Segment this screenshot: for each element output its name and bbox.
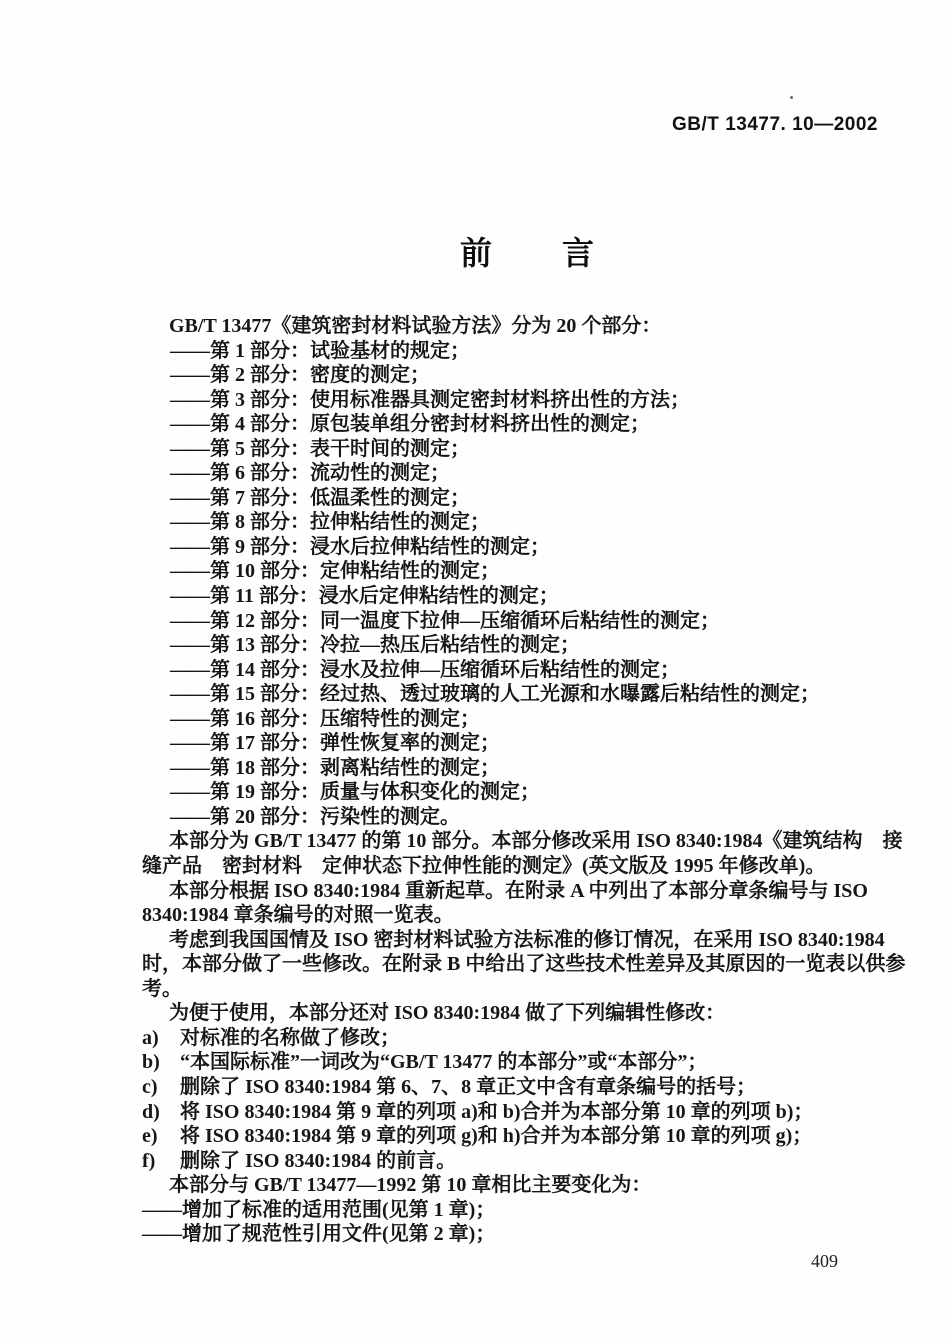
part-item: ——第 10 部分：定伸粘结性的测定； [170,560,500,583]
editorial-change-text: 删除了 ISO 8340:1984 的前言。 [180,1149,457,1172]
editorial-change-text: 对标准的名称做了修改； [180,1026,400,1049]
editorial-change-label: f) [142,1149,156,1172]
foreword-body [142,314,914,1247]
part-item: ——第 7 部分：低温柔性的测定； [170,486,470,509]
part-item: ——第 13 部分：冷拉—热压后粘结性的测定； [170,634,580,657]
paragraph-adoption: 本部分为 GB/T 13477 的第 10 部分。本部分修改采用 ISO 8340:1984《建筑结构 接缝产品 密封材料 定伸状态下拉伸性能的测定》(英文版及 1995 年修改单)。 [142,830,903,878]
part-item: ——第 11 部分：浸水后定伸粘结性的测定； [170,585,559,608]
editorial-change-text: 将 ISO 8340:1984 第 9 章的列项 a)和 b)合并为本部分第 10 章的列项 b)； [180,1100,814,1123]
editorial-change-label: a) [142,1026,159,1049]
editorial-change-item [142,1075,914,1100]
editorial-change-label: e) [142,1125,158,1148]
editorial-change-text: 删除了 ISO 8340:1984 第 6、7、8 章正文中含有章条编号的括号； [180,1075,757,1098]
editorial-change-text: 将 ISO 8340:1984 第 9 章的列项 g)和 h)合并为本部分第 10 章的列项 g)； [180,1125,813,1148]
editorial-change-label: d) [142,1100,160,1123]
part-item: ——第 18 部分：剥离粘结性的测定； [170,756,500,779]
part-item: ——第 12 部分：同一温度下拉伸—压缩循环后粘结性的测定； [170,609,720,632]
part-item: ——第 1 部分：试验基材的规定； [170,339,470,362]
part-item: ——第 4 部分：原包装单组分密封材料挤出性的测定； [170,413,650,436]
parts-intro: GB/T 13477《建筑密封材料试验方法》分为 20 个部分： [169,315,662,337]
part-item: ——第 8 部分：拉伸粘结性的测定； [170,511,490,534]
editorial-changes-list [142,1026,914,1173]
part-item: ——第 17 部分：弹性恢复率的测定； [170,732,500,755]
paragraph-redraft: 本部分根据 ISO 8340:1984 重新起草。在附录 A 中列出了本部分章条编号与 ISO 8340:1984 章条编号的对照一览表。 [142,879,868,927]
scan-artifact-dot [790,96,793,99]
editorial-change-label: b) [142,1051,160,1074]
part-item: ——第 16 部分：压缩特性的测定； [170,707,480,730]
page-title: 前 言 [459,235,596,271]
part-item: ——第 20 部分：污染性的测定。 [170,805,460,828]
part-item: ——第 6 部分：流动性的测定； [170,462,450,485]
paragraph-editorial-intro: 为便于使用，本部分还对 ISO 8340:1984 做了下列编辑性修改： [169,1002,726,1025]
paragraph-national-modifications: 考虑到我国国情及 ISO 密封材料试验方法标准的修订情况，在采用 ISO 8340:1984 时，本部分做了一些修改。在附录 B 中给出了这些技术性差异及其原因的一览表以供参考。 [142,928,906,1000]
changes-list [142,1198,914,1247]
editorial-change-item [142,1149,914,1174]
changes-intro: 本部分与 GB/T 13477—1992 第 10 章相比主要变化为： [169,1174,652,1197]
part-item: ——第 3 部分：使用标准器具测定密封材料挤出性的方法； [170,388,690,411]
part-item: ——第 2 部分：密度的测定； [170,364,430,387]
editorial-change-label: c) [142,1075,158,1098]
part-item: ——第 9 部分：浸水后拉伸粘结性的测定； [170,535,550,558]
editorial-change-item [142,1100,914,1125]
editorial-change-text: “本国际标准”一词改为“GB/T 13477 的本部分”或“本部分”； [180,1051,708,1074]
editorial-change-item [142,1124,914,1149]
page-number: 409 [811,1251,838,1271]
change-item: ——增加了标准的适用范围(见第 1 章)； [142,1198,496,1221]
editorial-change-item [142,1050,914,1075]
part-item: ——第 5 部分：表干时间的测定； [170,437,470,460]
part-item: ——第 14 部分：浸水及拉伸—压缩循环后粘结性的测定； [170,658,680,681]
editorial-change-item [142,1026,914,1051]
parts-list [142,339,914,830]
change-item: ——增加了规范性引用文件(见第 2 章)； [142,1223,496,1246]
part-item: ——第 19 部分：质量与体积变化的测定； [170,781,540,804]
part-item: ——第 15 部分：经过热、透过玻璃的人工光源和水曝露后粘结性的测定； [170,683,820,706]
standard-number: GB/T 13477. 10—2002 [672,114,878,135]
